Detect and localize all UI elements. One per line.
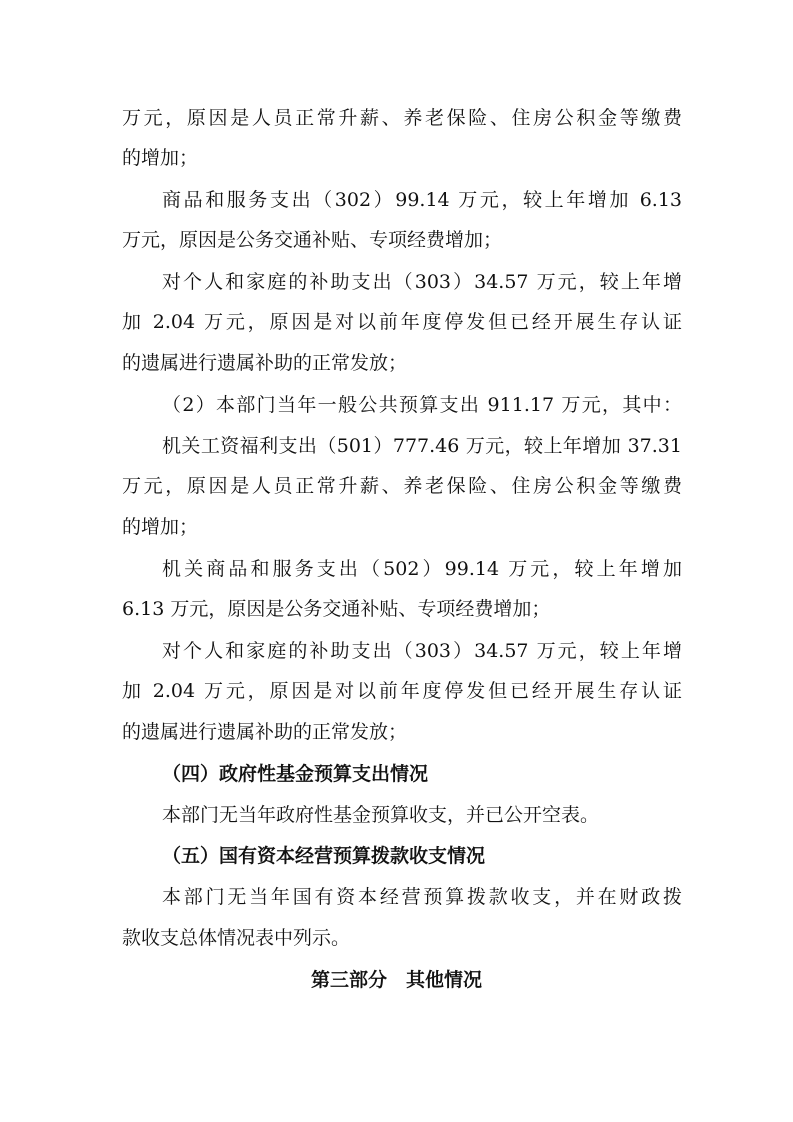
paragraph-line: （2）本部门当年一般公共预算支出 911.17 万元，其中： — [162, 394, 682, 416]
paragraph-line: 对个人和家庭的补助支出（303）34.57 万元，较上年增 — [162, 271, 682, 293]
paragraph-line: 商品和服务支出（302）99.14 万元，较上年增加 6.13 — [162, 189, 682, 211]
paragraph-line: 的增加； — [122, 147, 199, 169]
paragraph-line: 万元，原因是公务交通补贴、专项经费增加； — [122, 229, 503, 251]
paragraph-line: 对个人和家庭的补助支出（303）34.57 万元，较上年增 — [162, 640, 682, 662]
part-title: 第三部分 其他情况 — [310, 969, 482, 991]
paragraph-line: 的遗属进行遗属补助的正常发放； — [122, 352, 408, 374]
paragraph-line: 机关商品和服务支出（502）99.14 万元，较上年增加 — [162, 558, 682, 580]
paragraph-line: 本部门无当年国有资本经营预算拨款收支，并在财政拨 — [162, 886, 682, 908]
paragraph-line: 加 2.04 万元，原因是对以前年度停发但已经开展生存认证 — [122, 680, 682, 702]
paragraph-line: 万元，原因是人员正常升薪、养老保险、住房公积金等缴费 — [122, 107, 682, 129]
paragraph-line: 加 2.04 万元，原因是对以前年度停发但已经开展生存认证 — [122, 311, 682, 333]
paragraph-line: 本部门无当年政府性基金预算收支，并已公开空表。 — [162, 804, 600, 826]
paragraph-line: 的增加； — [122, 516, 199, 538]
paragraph-line: 6.13 万元，原因是公务交通补贴、专项经费增加； — [122, 598, 551, 620]
paragraph-line: 万元，原因是人员正常升薪、养老保险、住房公积金等缴费 — [122, 475, 682, 497]
section-heading: （五）国有资本经营预算拨款收支情况 — [162, 845, 486, 867]
section-heading: （四）政府性基金预算支出情况 — [162, 763, 429, 785]
paragraph-line: 的遗属进行遗属补助的正常发放； — [122, 721, 408, 743]
paragraph-line: 机关工资福利支出（501）777.46 万元，较上年增加 37.31 — [162, 435, 682, 457]
paragraph-line: 款收支总体情况表中列示。 — [122, 927, 351, 949]
